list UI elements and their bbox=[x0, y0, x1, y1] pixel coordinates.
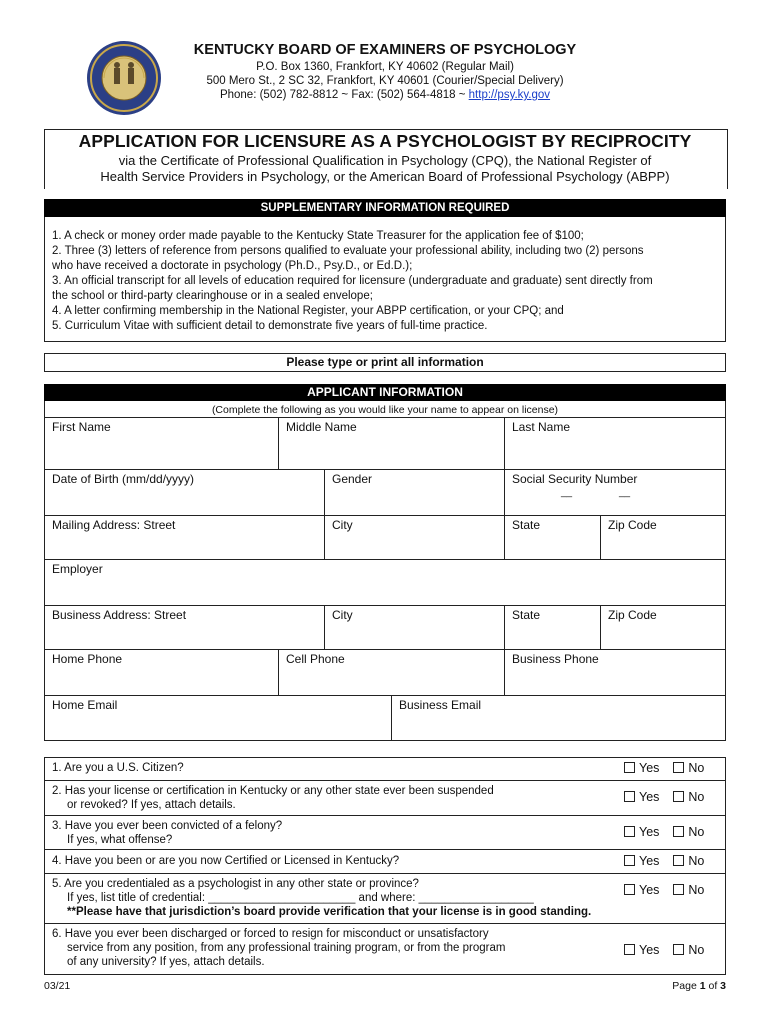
applicant-heading: APPLICANT INFORMATION bbox=[44, 384, 726, 401]
question-6-line3: of any university? If yes, attach details. bbox=[67, 956, 265, 968]
q3-no-label: No bbox=[688, 825, 705, 839]
question-4-text: 4. Have you been or are you now Certified or Licensed in Kentucky? bbox=[52, 855, 400, 867]
question-3-row bbox=[44, 816, 726, 850]
q1-yes-label: Yes bbox=[639, 761, 660, 775]
q4-yes-label: Yes bbox=[639, 854, 660, 868]
first-name-field[interactable] bbox=[45, 418, 279, 470]
business-zip-label: Zip Code bbox=[608, 608, 657, 622]
q5-no-label: No bbox=[688, 883, 705, 897]
q3-yes-checkbox[interactable] bbox=[624, 826, 635, 837]
mailing-city-label: City bbox=[332, 518, 353, 532]
q1-no-label: No bbox=[688, 761, 705, 775]
question-5-line1: 5. Are you credentialed as a psychologist in any other state or province? bbox=[52, 878, 419, 890]
page-number bbox=[672, 980, 726, 992]
question-3-line1: 3. Have you ever been convicted of a felony? bbox=[52, 820, 283, 832]
mailing-city-field[interactable] bbox=[325, 516, 505, 560]
question-5-row bbox=[44, 874, 726, 924]
q4-yes-checkbox[interactable] bbox=[624, 855, 635, 866]
requirement-4: 4. A letter confirming membership in the National Register, your ABPP certification, or your CPQ; and bbox=[52, 305, 564, 317]
mailing-zip-field[interactable] bbox=[601, 516, 725, 560]
question-6-line2: service from any position, from any professional training program, or from the program bbox=[67, 942, 506, 954]
mailing-state-label: State bbox=[512, 518, 541, 532]
q2-no-checkbox[interactable] bbox=[673, 791, 684, 802]
mailing-street-field[interactable] bbox=[45, 516, 325, 560]
question-6-text bbox=[52, 927, 505, 969]
requirement-2-cont: who have received a doctorate in psychology (Ph.D., Psy.D., or Ed.D.); bbox=[52, 260, 413, 272]
q5-yes-checkbox[interactable] bbox=[624, 884, 635, 895]
question-2-options bbox=[624, 790, 704, 804]
question-2-line1: 2. Has your license or certification in Kentucky or any other state ever been suspended bbox=[52, 785, 494, 797]
kentucky-seal-logo bbox=[86, 40, 162, 116]
business-email-field[interactable] bbox=[392, 696, 725, 740]
business-zip-field[interactable] bbox=[601, 606, 725, 650]
ssn-field[interactable] bbox=[505, 470, 725, 516]
question-5-options bbox=[624, 883, 704, 897]
question-5-text bbox=[52, 877, 591, 919]
business-street-label: Business Address: Street bbox=[52, 608, 187, 622]
q3-yes-label: Yes bbox=[639, 825, 660, 839]
gender-label: Gender bbox=[332, 472, 373, 486]
contact-line bbox=[160, 88, 610, 103]
mailing-street-label: Mailing Address: Street bbox=[52, 518, 176, 532]
page-total: 3 bbox=[720, 980, 726, 992]
first-name-label: First Name bbox=[52, 420, 111, 434]
question-5-note: **Please have that jurisdiction’s board provide verification that your license is in good standing. bbox=[67, 906, 592, 918]
mailing-state-field[interactable] bbox=[505, 516, 601, 560]
home-phone-label: Home Phone bbox=[52, 652, 123, 666]
requirement-1: 1. A check or money order made payable to the Kentucky State Treasurer for the application fee of $100; bbox=[52, 230, 584, 242]
supplementary-heading: SUPPLEMENTARY INFORMATION REQUIRED bbox=[44, 199, 726, 217]
requirement-2: 2. Three (3) letters of reference from persons qualified to evaluate your professional ability, including two (2) persons bbox=[52, 245, 644, 257]
question-4-row bbox=[44, 850, 726, 874]
employer-field[interactable] bbox=[45, 560, 725, 606]
gender-field[interactable] bbox=[325, 470, 505, 516]
ssn-label: Social Security Number bbox=[512, 472, 638, 486]
cell-phone-label: Cell Phone bbox=[286, 652, 345, 666]
question-2-row bbox=[44, 781, 726, 816]
business-email-label: Business Email bbox=[399, 698, 482, 712]
mailing-zip-label: Zip Code bbox=[608, 518, 657, 532]
page-of: of bbox=[705, 980, 721, 992]
business-phone-field[interactable] bbox=[505, 650, 725, 696]
home-email-field[interactable] bbox=[45, 696, 392, 740]
requirement-5: 5. Curriculum Vitae with sufficient detail to demonstrate five years of full-time practice. bbox=[52, 320, 488, 332]
page-prefix: Page bbox=[672, 980, 700, 992]
question-3-text bbox=[52, 819, 282, 847]
form-date-code: 03/21 bbox=[44, 980, 71, 992]
q6-no-label: No bbox=[688, 943, 705, 957]
q2-yes-checkbox[interactable] bbox=[624, 791, 635, 802]
middle-name-label: Middle Name bbox=[286, 420, 357, 434]
question-1-row bbox=[44, 757, 726, 781]
mailing-address-line: P.O. Box 1360, Frankfort, KY 40602 (Regular Mail) bbox=[256, 61, 514, 73]
employer-label: Employer bbox=[52, 562, 103, 576]
q5-yes-label: Yes bbox=[639, 883, 660, 897]
q2-no-label: No bbox=[688, 790, 705, 804]
board-name-heading: KENTUCKY BOARD OF EXAMINERS OF PSYCHOLOGY bbox=[193, 42, 577, 58]
question-5-line2: If yes, list title of credential: _______________________ and where: __________________ bbox=[67, 892, 534, 904]
applicant-note: (Complete the following as you would like your name to appear on license) bbox=[44, 402, 726, 418]
business-city-field[interactable] bbox=[325, 606, 505, 650]
middle-name-field[interactable] bbox=[279, 418, 505, 470]
q5-no-checkbox[interactable] bbox=[673, 884, 684, 895]
question-6-row bbox=[44, 924, 726, 975]
business-state-field[interactable] bbox=[505, 606, 601, 650]
question-1-text: 1. Are you a U.S. Citizen? bbox=[52, 762, 184, 774]
q1-yes-checkbox[interactable] bbox=[624, 762, 635, 773]
business-state-label: State bbox=[512, 608, 541, 622]
ssn-separator-1: __ bbox=[561, 487, 573, 498]
business-street-field[interactable] bbox=[45, 606, 325, 650]
home-phone-field[interactable] bbox=[45, 650, 279, 696]
q6-yes-checkbox[interactable] bbox=[624, 944, 635, 955]
question-3-line2: If yes, what offense? bbox=[67, 834, 173, 846]
courier-address-line: 500 Mero St., 2 SC 32, Frankfort, KY 40601 (Courier/Special Delivery) bbox=[206, 75, 564, 87]
phone-fax-text: Phone: (502) 782-8812 ~ Fax: (502) 564-4818 ~ bbox=[219, 89, 469, 101]
q4-no-label: No bbox=[688, 854, 705, 868]
dob-label: Date of Birth (mm/dd/yyyy) bbox=[52, 472, 195, 486]
q4-no-checkbox[interactable] bbox=[673, 855, 684, 866]
ssn-separator-2: __ bbox=[619, 487, 631, 498]
q6-no-checkbox[interactable] bbox=[673, 944, 684, 955]
print-notice: Please type or print all information bbox=[44, 353, 726, 372]
form-subtitle-line1: via the Certificate of Professional Qualification in Psychology (CPQ), the National Register of bbox=[118, 153, 652, 168]
cell-phone-field[interactable] bbox=[279, 650, 505, 696]
date-of-birth-field[interactable] bbox=[45, 470, 325, 516]
page-current: 1 bbox=[699, 980, 706, 992]
question-2-text bbox=[52, 784, 494, 812]
form-subtitle-line2: Health Service Providers in Psychology, or the American Board of Professional Psychology (ABPP) bbox=[100, 169, 670, 184]
question-6-line1: 6. Have you ever been discharged or forced to resign for misconduct or unsatisfactory bbox=[52, 928, 489, 940]
business-phone-label: Business Phone bbox=[512, 652, 599, 666]
requirement-3-cont: the school or third-party clearinghouse or in a sealed envelope; bbox=[52, 290, 373, 302]
home-email-label: Home Email bbox=[52, 698, 118, 712]
business-city-label: City bbox=[332, 608, 353, 622]
q3-no-checkbox[interactable] bbox=[673, 826, 684, 837]
question-2-line2: or revoked? If yes, attach details. bbox=[67, 799, 236, 811]
q1-no-checkbox[interactable] bbox=[673, 762, 684, 773]
question-4-options bbox=[624, 854, 704, 868]
q6-yes-label: Yes bbox=[639, 943, 660, 957]
last-name-field[interactable] bbox=[505, 418, 725, 470]
requirement-3: 3. An official transcript for all levels of education required for licensure (undergraduate and graduate) sent directly from bbox=[52, 275, 653, 287]
form-title: APPLICATION FOR LICENSURE AS A PSYCHOLOGIST BY RECIPROCITY bbox=[78, 131, 692, 151]
question-6-options bbox=[624, 943, 704, 957]
question-3-options bbox=[624, 825, 704, 839]
question-1-options bbox=[624, 761, 704, 775]
website-link[interactable]: http://psy.ky.gov bbox=[468, 89, 551, 101]
last-name-label: Last Name bbox=[512, 420, 571, 434]
q2-yes-label: Yes bbox=[639, 790, 660, 804]
